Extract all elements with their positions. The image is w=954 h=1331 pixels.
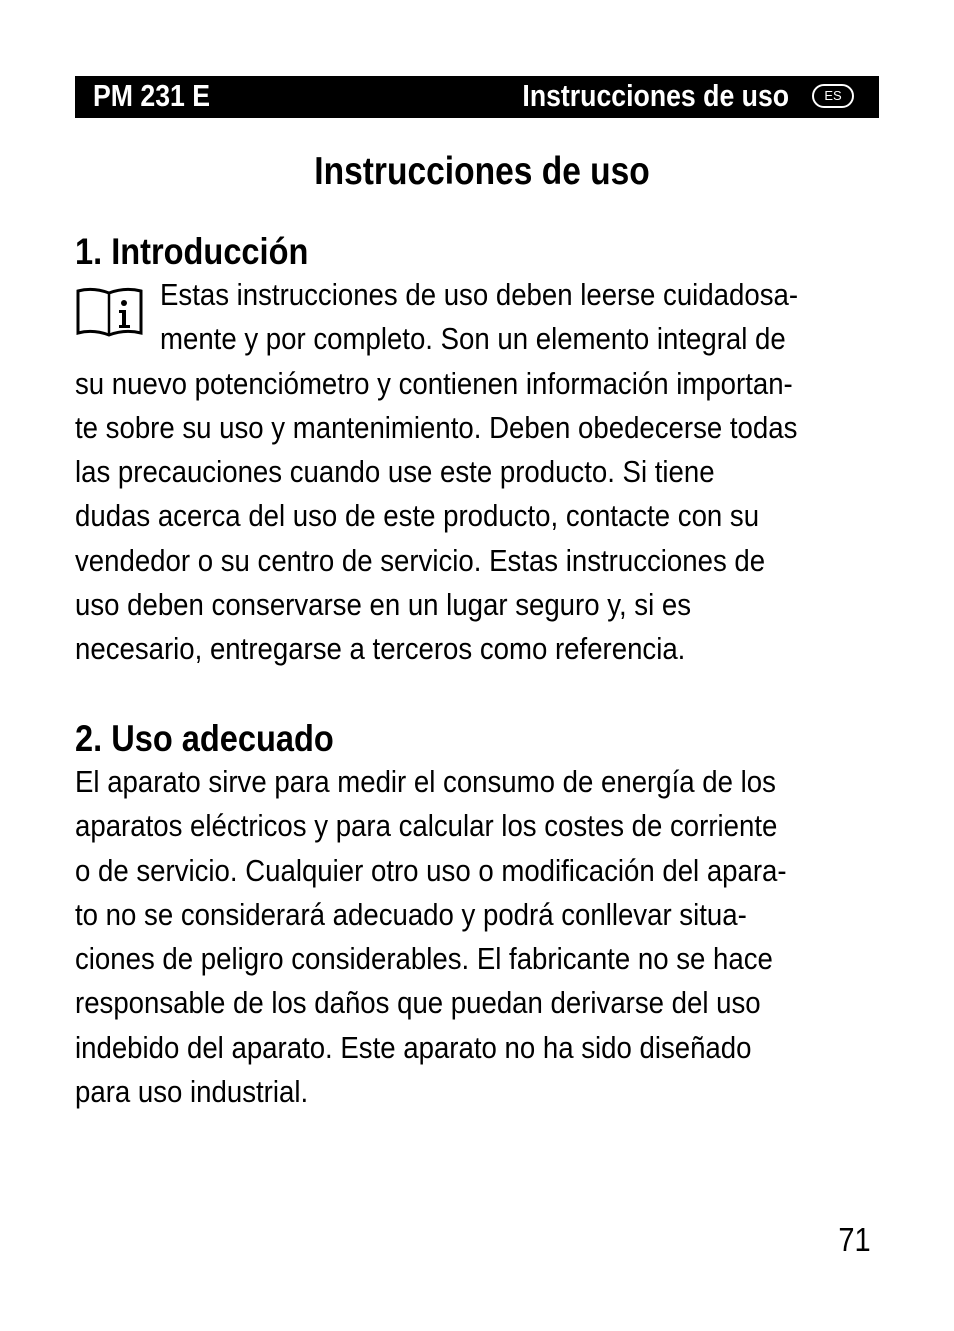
text-line: to no se considerará adecuado y podrá conllevar situa- <box>75 896 747 932</box>
text-line: vendedor o su centro de servicio. Estas instrucciones de <box>75 542 766 578</box>
language-badge: ES <box>812 84 854 108</box>
text-line: su nuevo potenciómetro y contienen información importan- <box>75 365 793 401</box>
text-line: las precauciones cuando use este producto. Si tiene <box>75 454 715 490</box>
section-heading-proper-use: 2. Uso adecuado <box>75 718 334 759</box>
text-line: mente y por completo. Son un elemento integral de <box>160 321 786 357</box>
text-line: te sobre su uso y mantenimiento. Deben obedecerse todas <box>75 409 798 445</box>
text-line: Estas instrucciones de uso deben leerse cuidadosa- <box>160 277 799 312</box>
header-title: Instrucciones de uso <box>522 78 789 113</box>
header-model: PM 231 E <box>93 78 211 113</box>
section-heading-introduction: 1. Introducción <box>75 231 309 272</box>
text-line: o de servicio. Cualquier otro uso o modificación del apara- <box>75 852 787 888</box>
introduction-text <box>75 273 879 672</box>
text-line: dudas acerca del uso de este producto, contacte con su <box>75 498 760 534</box>
text-line: aparatos eléctricos y para calcular los costes de corriente <box>75 808 778 844</box>
text-line: ciones de peligro considerables. El fabricante no se hace <box>75 941 773 977</box>
proper-use-text <box>75 760 879 1114</box>
page-number: 71 <box>838 1221 871 1258</box>
text-line: responsable de los daños que puedan derivarse del uso <box>75 985 761 1021</box>
header-bar <box>75 76 879 118</box>
text-line: necesario, entregarse a terceros como referencia. <box>75 631 686 667</box>
text-line: indebido del aparato. Este aparato no ha sido diseñado <box>75 1029 752 1065</box>
page-title: Instrucciones de uso <box>314 150 650 193</box>
text-line: El aparato sirve para medir el consumo de energía de los <box>75 764 776 799</box>
text-line: para uso industrial. <box>75 1074 309 1110</box>
text-line: uso deben conservarse en un lugar seguro y, si es <box>75 587 692 623</box>
